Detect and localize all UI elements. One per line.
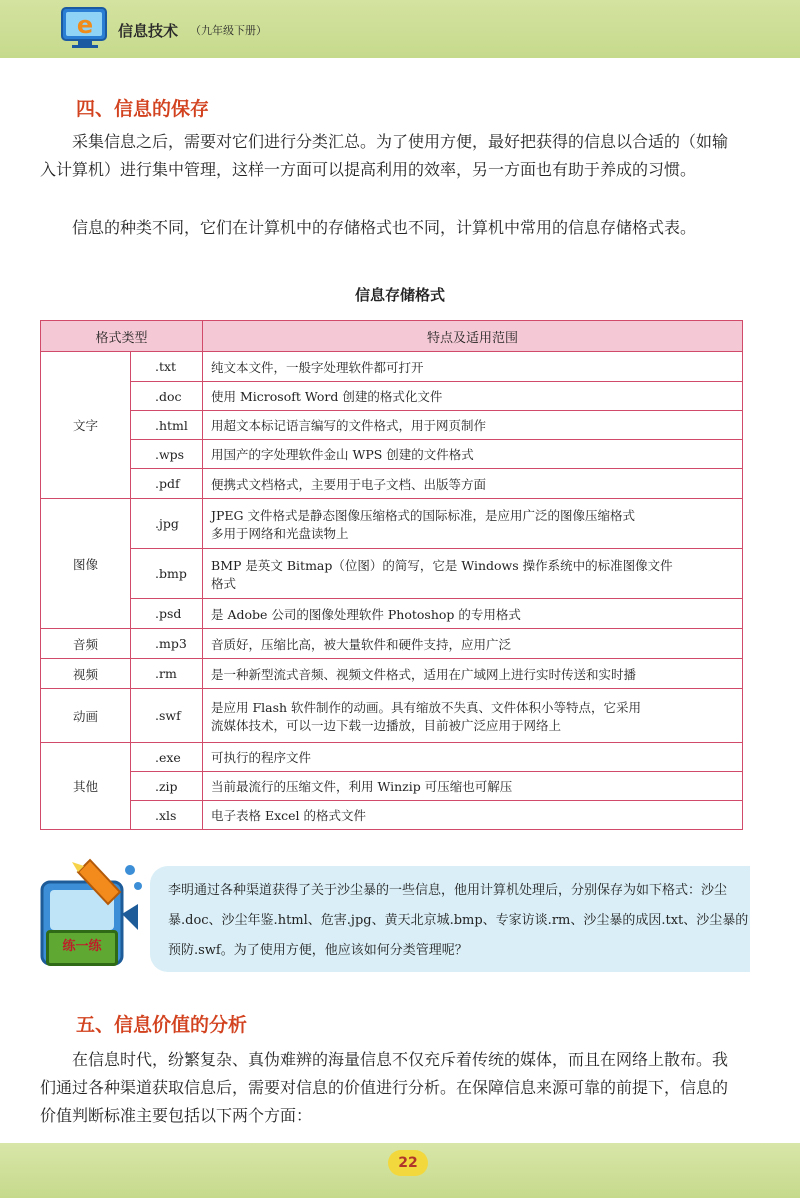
table-header-row: [41, 321, 743, 352]
desc-cell: [203, 549, 743, 599]
desc-line: BMP 是英文 Bitmap（位图）的简写，它是 Windows 操作系统中的标准图像文件: [211, 557, 673, 573]
desc-cell: 当前最流行的压缩文件，利用 Winzip 可压缩也可解压: [203, 772, 743, 801]
book-title: 信息技术: [118, 22, 179, 40]
desc-cell: 是一种新型流式音频、视频文件格式，适用在广域网上进行实时传送和实时播: [203, 659, 743, 689]
desc-line: 格式: [211, 575, 237, 591]
desc-cell: [203, 499, 743, 549]
ext-cell: .exe: [131, 743, 203, 772]
ext-cell: .rm: [131, 659, 203, 689]
ext-cell: .wps: [131, 440, 203, 469]
table-row: [41, 440, 743, 469]
desc-line: 流媒体技术，可以一边下载一边播放，目前被广泛应用于网络上: [211, 717, 562, 733]
table-row: [41, 382, 743, 411]
section-4-title: 四、信息的保存: [76, 98, 210, 120]
section-5-paragraph-1: 在信息时代，纷繁复杂、真伪难辨的海量信息不仅充斥着传统的媒体，而且在网络上散布。我们通过各种渠道获取信息后，需要对信息的价值进行分析。在保障信息来源可靠的前提下，信息的价值判断标准主要包括以下两个方面：: [40, 1050, 729, 1125]
exercise-label: 练一练: [46, 930, 118, 966]
ext-cell: .swf: [131, 689, 203, 743]
ext-cell: .jpg: [131, 499, 203, 549]
ext-cell: .doc: [131, 382, 203, 411]
section-4-paragraph-1: 采集信息之后，需要对它们进行分类汇总。为了使用方便，最好把获得的信息以合适的（如输入计算机）进行集中管理，这样一方面可以提高利用的效率，另一方面也有助于养成的习惯。: [40, 132, 729, 179]
desc-line: 是应用 Flash 软件制作的动画。具有缩放不失真、文件体积小等特点，它采用: [211, 699, 642, 715]
category-cell: 音频: [41, 629, 131, 659]
category-cell: 其他: [41, 743, 131, 830]
category-cell: 动画: [41, 689, 131, 743]
desc-cell: 音质好，压缩比高，被大量软件和硬件支持，应用广泛: [203, 629, 743, 659]
desc-cell: 便携式文档格式，主要用于电子文档、出版等方面: [203, 469, 743, 499]
svg-text:e: e: [76, 11, 94, 39]
table-title: 信息存储格式: [354, 286, 445, 304]
header-feature: 特点及适用范围: [203, 321, 743, 352]
ext-cell: .xls: [131, 801, 203, 830]
table-row: [41, 599, 743, 629]
table-row: [41, 629, 743, 659]
ext-cell: .psd: [131, 599, 203, 629]
table-row: [41, 801, 743, 830]
desc-cell: 可执行的程序文件: [203, 743, 743, 772]
header-format-type: 格式类型: [41, 321, 203, 352]
desc-cell: 用超文本标记语言编写的文件格式，用于网页制作: [203, 411, 743, 440]
table-row: [41, 659, 743, 689]
format-table: [40, 320, 743, 830]
ext-cell: .txt: [131, 352, 203, 382]
category-cell: 文字: [41, 352, 131, 499]
desc-cell: 使用 Microsoft Word 创建的格式化文件: [203, 382, 743, 411]
category-cell: 视频: [41, 659, 131, 689]
table-row: [41, 772, 743, 801]
desc-cell: 电子表格 Excel 的格式文件: [203, 801, 743, 830]
exercise-box: [150, 866, 750, 972]
table-row: [41, 743, 743, 772]
desc-cell: 用国产的字处理软件金山 WPS 创建的文件格式: [203, 440, 743, 469]
section-5-title: 五、信息价值的分析: [76, 1014, 248, 1036]
category-cell: 图像: [41, 499, 131, 629]
desc-line: JPEG 文件格式是静态图像压缩格式的国际标准，是应用广泛的图像压缩格式: [211, 507, 636, 523]
table-row: [41, 469, 743, 499]
desc-cell: [203, 689, 743, 743]
book-subtitle: （九年级下册）: [190, 24, 267, 37]
desc-line: 多用于网络和光盘读物上: [211, 525, 349, 541]
ext-cell: .bmp: [131, 549, 203, 599]
ext-cell: .html: [131, 411, 203, 440]
desc-cell: 纯文本文件，一般字处理软件都可打开: [203, 352, 743, 382]
page-number: 22: [388, 1150, 428, 1176]
exercise-text: 李明通过各种渠道获得了关于沙尘暴的一些信息，他用计算机处理后，分别保存为如下格式：沙尘暴.doc、沙尘年鉴.html、危害.jpg、黄天北京城.bmp、专家访谈.rm、沙尘暴的成因.txt、沙尘暴的预防.swf。为了使用方便，他应该如何分类管理呢？: [168, 883, 749, 958]
ext-cell: .zip: [131, 772, 203, 801]
desc-cell: 是 Adobe 公司的图像处理软件 Photoshop 的专用格式: [203, 599, 743, 629]
ext-cell: .mp3: [131, 629, 203, 659]
table-row: [41, 352, 743, 382]
table-row: [41, 689, 743, 743]
e-logo-icon: [60, 4, 110, 50]
table-row: [41, 499, 743, 549]
table-row: [41, 411, 743, 440]
section-4-paragraph-2: 信息的种类不同，它们在计算机中的存储格式也不同，计算机中常用的信息存储格式表。: [72, 218, 697, 237]
table-row: [41, 549, 743, 599]
ext-cell: .pdf: [131, 469, 203, 499]
